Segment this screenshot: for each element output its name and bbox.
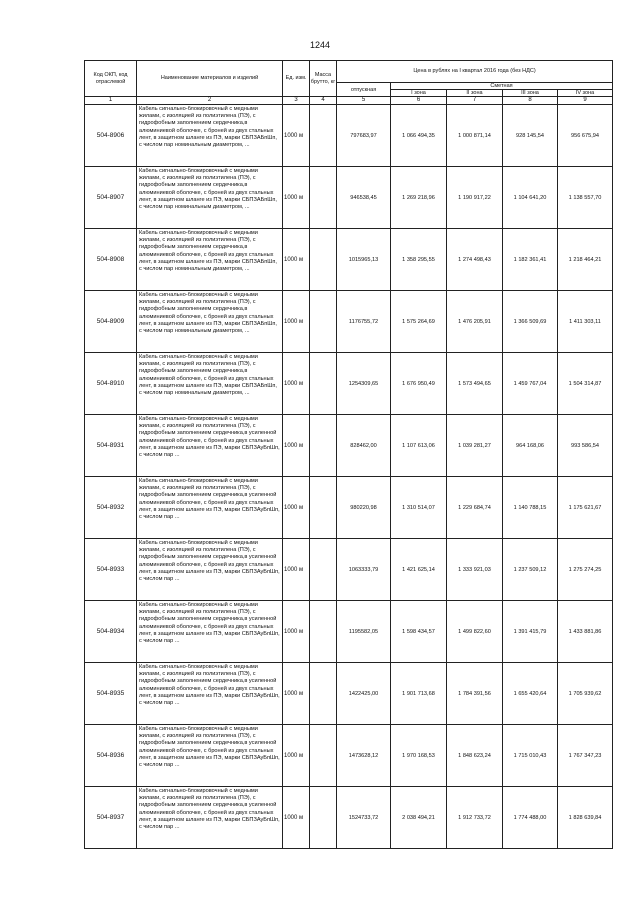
row-mass (310, 787, 337, 849)
row-name (137, 663, 283, 725)
row-zone-1-price: 1 066 494,35 (391, 105, 447, 167)
row-zone-3-price: 1 366 509,69 (503, 291, 558, 353)
table-row (85, 477, 613, 539)
row-name-text: Кабель сигнально-блокировочный с медными жилами, с изоляцией из полиэтилена (ПЭ), с гидрофобным заполнением сердечника,в усиленной алюминиевой оболочке, с броней из двух стальных лент, в защитном шланге из ПЭ, марки СБПЗАуБпШп, с числом пар ... (139, 602, 280, 645)
row-zone-2-price: 1 784 391,56 (447, 663, 503, 725)
row-unit: 1000 м (283, 477, 310, 539)
col-number: 4 (310, 97, 337, 105)
table-row (85, 105, 613, 167)
row-unit: 1000 м (283, 539, 310, 601)
row-name (137, 291, 283, 353)
row-zone-2-price: 1 333 921,03 (447, 539, 503, 601)
row-zone-1-price: 1 598 434,57 (391, 601, 447, 663)
row-name-text: Кабель сигнально-блокировочный с медными жилами, с изоляцией из полиэтилена (ПЭ), с гидрофобным заполнением сердечника,в алюминиевой оболочке, с броней из двух стальных лент, в защитном шланге из ПЭ, марки СБПЗАБпШп, с числом пар номинальным диаметром, ... (139, 106, 277, 149)
row-release-price: 1176755,72 (337, 291, 391, 353)
row-code: 504-8908 (85, 229, 137, 291)
row-name (137, 601, 283, 663)
row-zone-2-price: 1 912 733,72 (447, 787, 503, 849)
row-zone-4-price: 956 675,94 (558, 105, 613, 167)
header-name: Наименование материалов и изделий (137, 61, 283, 97)
row-unit: 1000 м (283, 663, 310, 725)
col-number: 5 (337, 97, 391, 105)
row-unit: 1000 м (283, 105, 310, 167)
row-zone-1-price: 1 310 514,07 (391, 477, 447, 539)
row-release-price: 1063333,79 (337, 539, 391, 601)
row-zone-3-price: 1 391 415,79 (503, 601, 558, 663)
row-name-text: Кабель сигнально-блокировочный с медными жилами, с изоляцией из полиэтилена (ПЭ), с гидрофобным заполнением сердечника,в алюминиевой оболочке, с броней из двух стальных лент, в защитном шланге из ПЭ, марки СБПЗАБпШп, с числом пар номинальным диаметром, ... (139, 230, 277, 273)
page-number: 1244 (309, 40, 331, 50)
row-unit: 1000 м (283, 725, 310, 787)
row-code: 504-8910 (85, 353, 137, 415)
table-row (85, 663, 613, 725)
col-number: 2 (137, 97, 283, 105)
row-zone-4-price: 1 705 939,62 (558, 663, 613, 725)
row-name-text: Кабель сигнально-блокировочный с медными жилами, с изоляцией из полиэтилена (ПЭ), с гидрофобным заполнением сердечника,в усиленной алюминиевой оболочке, с броней из двух стальных лент, в защитном шланге из ПЭ, марки СБПЗАуБпШп, с числом пар ... (139, 416, 280, 459)
row-name-text: Кабель сигнально-блокировочный с медными жилами, с изоляцией из полиэтилена (ПЭ), с гидрофобным заполнением сердечника,в усиленной алюминиевой оболочке, с броней из двух стальных лент, в защитном шланге из ПЭ, марки СБПЗАуБпШп, с числом пар ... (139, 478, 280, 521)
row-zone-1-price: 1 107 613,06 (391, 415, 447, 477)
row-zone-2-price: 1 848 623,24 (447, 725, 503, 787)
row-name (137, 477, 283, 539)
row-mass (310, 663, 337, 725)
header-zone-3: III зона (503, 90, 558, 97)
row-mass (310, 167, 337, 229)
col-number: 1 (85, 97, 137, 105)
col-number: 8 (503, 97, 558, 105)
row-name (137, 539, 283, 601)
row-name-text: Кабель сигнально-блокировочный с медными жилами, с изоляцией из полиэтилена (ПЭ), с гидрофобным заполнением сердечника,в алюминиевой оболочке, с броней из двух стальных лент, в защитном шланге из ПЭ, марки СБПЗАБпШп, с числом пар номинальным диаметром, ... (139, 354, 277, 397)
row-zone-2-price: 1 499 822,60 (447, 601, 503, 663)
row-zone-3-price: 964 168,06 (503, 415, 558, 477)
row-mass (310, 601, 337, 663)
row-name (137, 229, 283, 291)
row-code: 504-8932 (85, 477, 137, 539)
row-unit: 1000 м (283, 353, 310, 415)
row-code: 504-8936 (85, 725, 137, 787)
row-release-price: 980220,98 (337, 477, 391, 539)
col-number: 7 (447, 97, 503, 105)
row-name (137, 415, 283, 477)
row-release-price: 1015965,13 (337, 229, 391, 291)
row-unit: 1000 м (283, 415, 310, 477)
row-mass (310, 725, 337, 787)
row-code: 504-8909 (85, 291, 137, 353)
row-code: 504-8931 (85, 415, 137, 477)
row-zone-3-price: 1 104 641,20 (503, 167, 558, 229)
row-unit: 1000 м (283, 787, 310, 849)
row-zone-4-price: 1 433 881,86 (558, 601, 613, 663)
row-mass (310, 353, 337, 415)
row-zone-4-price: 1 138 557,70 (558, 167, 613, 229)
row-name-text: Кабель сигнально-блокировочный с медными жилами, с изоляцией из полиэтилена (ПЭ), с гидрофобным заполнением сердечника,в алюминиевой оболочке, с броней из двух стальных лент, в защитном шланге из ПЭ, марки СБПЗАБпШп, с числом пар номинальным диаметром, ... (139, 168, 277, 211)
row-name-text: Кабель сигнально-блокировочный с медными жилами, с изоляцией из полиэтилена (ПЭ), с гидрофобным заполнением сердечника,в алюминиевой оболочке, с броней из двух стальных лент, в защитном шланге из ПЭ, марки СБПЗАБпШп, с числом пар номинальным диаметром, ... (139, 292, 277, 335)
row-unit: 1000 м (283, 291, 310, 353)
header-unit: Ед. изм. (283, 61, 310, 97)
row-mass (310, 415, 337, 477)
table-row (85, 601, 613, 663)
row-zone-4-price: 1 504 314,87 (558, 353, 613, 415)
row-zone-3-price: 1 774 488,00 (503, 787, 558, 849)
row-release-price: 1195582,05 (337, 601, 391, 663)
row-mass (310, 105, 337, 167)
row-zone-1-price: 1 901 713,68 (391, 663, 447, 725)
table-row (85, 229, 613, 291)
row-zone-4-price: 1 175 621,67 (558, 477, 613, 539)
row-zone-4-price: 1 275 274,25 (558, 539, 613, 601)
row-code: 504-8906 (85, 105, 137, 167)
table-row (85, 539, 613, 601)
header-zone-4: IV зона (558, 90, 613, 97)
row-zone-2-price: 1 039 281,27 (447, 415, 503, 477)
row-zone-4-price: 993 586,54 (558, 415, 613, 477)
row-name-text: Кабель сигнально-блокировочный с медными жилами, с изоляцией из полиэтилена (ПЭ), с гидрофобным заполнением сердечника,в усиленной алюминиевой оболочке, с броней из двух стальных лент, в защитном шланге из ПЭ, марки СБПЗАуБпШп, с числом пар ... (139, 540, 280, 583)
row-zone-4-price: 1 411 303,11 (558, 291, 613, 353)
row-name-text: Кабель сигнально-блокировочный с медными жилами, с изоляцией из полиэтилена (ПЭ), с гидрофобным заполнением сердечника,в усиленной алюминиевой оболочке, с броней из двух стальных лент, в защитном шланге из ПЭ, марки СБПЗАуБпШп, с числом пар ... (139, 664, 280, 707)
row-zone-2-price: 1 000 871,14 (447, 105, 503, 167)
row-zone-3-price: 928 145,54 (503, 105, 558, 167)
header-zone-1: I зона (391, 90, 447, 97)
col-number: 9 (558, 97, 613, 105)
col-number: 3 (283, 97, 310, 105)
row-zone-2-price: 1 573 494,65 (447, 353, 503, 415)
row-zone-1-price: 1 676 950,49 (391, 353, 447, 415)
row-code: 504-8934 (85, 601, 137, 663)
row-release-price: 1473628,12 (337, 725, 391, 787)
row-zone-4-price: 1 218 464,21 (558, 229, 613, 291)
header-zone-2: II зона (447, 90, 503, 97)
header-mass: Масса брутто, кг (310, 61, 337, 97)
row-zone-1-price: 1 421 625,14 (391, 539, 447, 601)
table-row (85, 787, 613, 849)
table-row (85, 353, 613, 415)
price-table (84, 60, 613, 849)
row-zone-2-price: 1 476 205,91 (447, 291, 503, 353)
row-zone-4-price: 1 828 639,84 (558, 787, 613, 849)
row-zone-3-price: 1 182 361,41 (503, 229, 558, 291)
row-name (137, 725, 283, 787)
row-zone-3-price: 1 715 010,43 (503, 725, 558, 787)
row-name (137, 105, 283, 167)
table-row (85, 291, 613, 353)
row-code: 504-8907 (85, 167, 137, 229)
row-name (137, 787, 283, 849)
row-name-text: Кабель сигнально-блокировочный с медными жилами, с изоляцией из полиэтилена (ПЭ), с гидрофобным заполнением сердечника,в усиленной алюминиевой оболочке, с броней из двух стальных лент, в защитном шланге из ПЭ, марки СБПЗАуБпШп, с числом пар ... (139, 726, 280, 769)
row-zone-3-price: 1 237 509,12 (503, 539, 558, 601)
col-number: 6 (391, 97, 447, 105)
row-name (137, 353, 283, 415)
row-release-price: 1524733,72 (337, 787, 391, 849)
header-price-group: Цена в рублях на I квартал 2016 года (без НДС) (337, 61, 613, 83)
row-release-price: 946538,45 (337, 167, 391, 229)
row-zone-1-price: 2 038 494,21 (391, 787, 447, 849)
row-unit: 1000 м (283, 167, 310, 229)
row-zone-3-price: 1 655 420,64 (503, 663, 558, 725)
table-row (85, 415, 613, 477)
row-release-price: 797683,97 (337, 105, 391, 167)
row-zone-3-price: 1 459 767,04 (503, 353, 558, 415)
table-row (85, 725, 613, 787)
row-zone-1-price: 1 269 218,96 (391, 167, 447, 229)
header-code: Код ОКП, код отраслевой (85, 61, 137, 97)
row-code: 504-8933 (85, 539, 137, 601)
row-mass (310, 229, 337, 291)
row-name (137, 167, 283, 229)
row-zone-2-price: 1 190 917,22 (447, 167, 503, 229)
row-zone-3-price: 1 140 788,15 (503, 477, 558, 539)
row-name-text: Кабель сигнально-блокировочный с медными жилами, с изоляцией из полиэтилена (ПЭ), с гидрофобным заполнением сердечника,в усиленной алюминиевой оболочке, с броней из двух стальных лент, в защитном шланге из ПЭ, марки СБПЗАуБпШп, с числом пар ... (139, 788, 280, 831)
row-zone-1-price: 1 970 168,53 (391, 725, 447, 787)
table-row (85, 167, 613, 229)
header-estimate: Сметная (391, 83, 613, 90)
row-zone-2-price: 1 274 498,43 (447, 229, 503, 291)
row-release-price: 1422425,00 (337, 663, 391, 725)
row-zone-4-price: 1 767 347,23 (558, 725, 613, 787)
row-zone-1-price: 1 575 264,69 (391, 291, 447, 353)
header-release: отпускная (337, 83, 391, 97)
row-zone-2-price: 1 229 684,74 (447, 477, 503, 539)
row-zone-1-price: 1 358 295,55 (391, 229, 447, 291)
row-unit: 1000 м (283, 601, 310, 663)
row-unit: 1000 м (283, 229, 310, 291)
row-code: 504-8935 (85, 663, 137, 725)
row-mass (310, 477, 337, 539)
row-mass (310, 539, 337, 601)
row-release-price: 828462,00 (337, 415, 391, 477)
row-mass (310, 291, 337, 353)
row-release-price: 1254309,65 (337, 353, 391, 415)
row-code: 504-8937 (85, 787, 137, 849)
